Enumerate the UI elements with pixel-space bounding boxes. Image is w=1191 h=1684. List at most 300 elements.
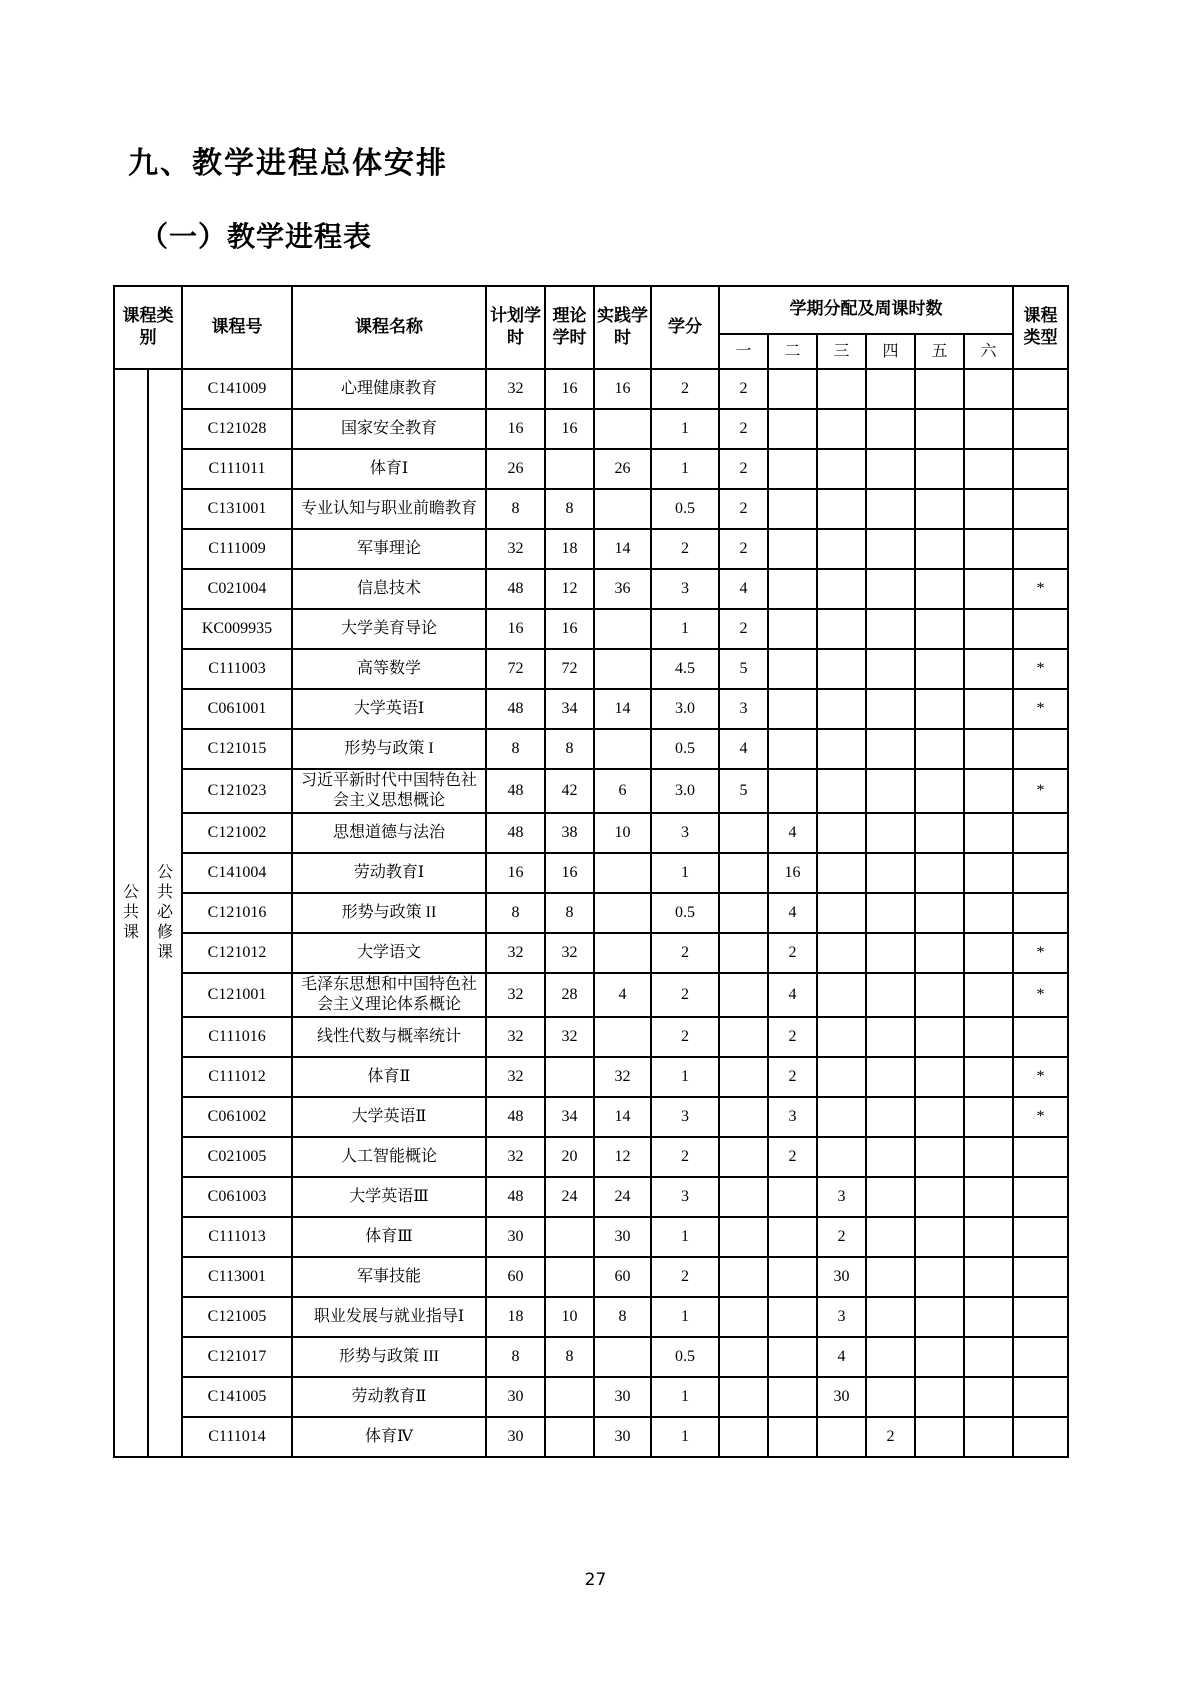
sem-2-cell: [768, 1377, 817, 1417]
sem-6-cell: [964, 449, 1013, 489]
sem-1-cell: [719, 973, 768, 1017]
sem-5-cell: [915, 689, 964, 729]
course-type-cell: [1013, 1017, 1068, 1057]
planned-hours-cell: 32: [486, 1137, 545, 1177]
practice-hours-cell: 14: [594, 1097, 651, 1137]
course-type-cell: *: [1013, 1057, 1068, 1097]
sem-4-cell: [866, 569, 915, 609]
sem-3-cell: 30: [817, 1377, 866, 1417]
sem-6-cell: [964, 1177, 1013, 1217]
sem-5-cell: [915, 1377, 964, 1417]
sem-1-cell: [719, 1297, 768, 1337]
sem-5-cell: [915, 729, 964, 769]
practice-hours-cell: [594, 893, 651, 933]
theory-hours-cell: 24: [545, 1177, 594, 1217]
sem-2-cell: 4: [768, 973, 817, 1017]
sem-2-cell: [768, 609, 817, 649]
planned-hours-cell: 60: [486, 1257, 545, 1297]
theory-hours-cell: 16: [545, 369, 594, 409]
course-no-cell: C121015: [182, 729, 292, 769]
theory-hours-cell: [545, 1377, 594, 1417]
sem-4-cell: [866, 1377, 915, 1417]
theory-hours-cell: [545, 1257, 594, 1297]
sem-3-cell: [817, 409, 866, 449]
sem-5-cell: [915, 973, 964, 1017]
practice-hours-cell: 16: [594, 369, 651, 409]
course-name-cell: 大学英语Ⅱ: [292, 1097, 486, 1137]
sem-1-cell: [719, 1057, 768, 1097]
course-type-cell: [1013, 609, 1068, 649]
course-name-cell: 专业认知与职业前瞻教育: [292, 489, 486, 529]
sem-2-cell: 2: [768, 1017, 817, 1057]
planned-hours-cell: 8: [486, 729, 545, 769]
credits-cell: 0.5: [651, 1337, 719, 1377]
table-row: [114, 1177, 1068, 1217]
sem-5-cell: [915, 1217, 964, 1257]
theory-hours-cell: 8: [545, 729, 594, 769]
course-no-cell: C121016: [182, 893, 292, 933]
sem-1-cell: 5: [719, 769, 768, 813]
category-outer-cell: 公共课: [114, 369, 148, 1457]
header-semester-5: 五: [915, 334, 964, 369]
sem-1-cell: [719, 1217, 768, 1257]
sem-6-cell: [964, 893, 1013, 933]
sem-1-cell: 2: [719, 529, 768, 569]
course-type-cell: [1013, 1337, 1068, 1377]
planned-hours-cell: 48: [486, 569, 545, 609]
theory-hours-cell: 8: [545, 1337, 594, 1377]
planned-hours-cell: 32: [486, 973, 545, 1017]
table-row: [114, 1417, 1068, 1457]
sem-4-cell: [866, 1017, 915, 1057]
sem-2-cell: 2: [768, 1057, 817, 1097]
sem-1-cell: [719, 1257, 768, 1297]
course-name-cell: 劳动教育Ⅰ: [292, 853, 486, 893]
sem-4-cell: [866, 1057, 915, 1097]
table-row: [114, 813, 1068, 853]
practice-hours-cell: [594, 609, 651, 649]
course-no-cell: C121012: [182, 933, 292, 973]
course-name-cell: 大学美育导论: [292, 609, 486, 649]
sem-4-cell: [866, 893, 915, 933]
sem-1-cell: 3: [719, 689, 768, 729]
sem-1-cell: [719, 813, 768, 853]
theory-hours-cell: 16: [545, 853, 594, 893]
sem-5-cell: [915, 609, 964, 649]
table-row: [114, 853, 1068, 893]
sem-2-cell: [768, 649, 817, 689]
course-type-cell: [1013, 489, 1068, 529]
sem-6-cell: [964, 1417, 1013, 1457]
course-type-cell: [1013, 893, 1068, 933]
sem-3-cell: [817, 529, 866, 569]
planned-hours-cell: 32: [486, 1017, 545, 1057]
sem-1-cell: 2: [719, 409, 768, 449]
course-type-cell: [1013, 409, 1068, 449]
credits-cell: 2: [651, 1017, 719, 1057]
header-credits: 学分: [651, 286, 719, 369]
course-no-cell: C121002: [182, 813, 292, 853]
table-row: [114, 973, 1068, 1017]
sem-2-cell: [768, 569, 817, 609]
practice-hours-cell: 32: [594, 1057, 651, 1097]
sem-3-cell: [817, 1057, 866, 1097]
sem-5-cell: [915, 893, 964, 933]
sem-4-cell: [866, 1177, 915, 1217]
sem-3-cell: [817, 689, 866, 729]
table-row: [114, 689, 1068, 729]
page-title: 九、教学进程总体安排: [128, 146, 448, 181]
practice-hours-cell: 4: [594, 973, 651, 1017]
practice-hours-cell: 26: [594, 449, 651, 489]
sem-1-cell: [719, 1137, 768, 1177]
credits-cell: 3: [651, 1097, 719, 1137]
credits-cell: 1: [651, 609, 719, 649]
sem-6-cell: [964, 1097, 1013, 1137]
sem-1-cell: [719, 1337, 768, 1377]
credits-cell: 2: [651, 1257, 719, 1297]
theory-hours-cell: [545, 1417, 594, 1457]
table-row: [114, 1057, 1068, 1097]
practice-hours-cell: [594, 489, 651, 529]
course-type-cell: *: [1013, 973, 1068, 1017]
sem-2-cell: 4: [768, 813, 817, 853]
sem-6-cell: [964, 973, 1013, 1017]
table-row: [114, 369, 1068, 409]
sem-2-cell: [768, 1337, 817, 1377]
table-row: [114, 649, 1068, 689]
course-name-cell: 体育Ⅲ: [292, 1217, 486, 1257]
planned-hours-cell: 8: [486, 489, 545, 529]
course-no-cell: C121017: [182, 1337, 292, 1377]
planned-hours-cell: 32: [486, 933, 545, 973]
sem-3-cell: [817, 973, 866, 1017]
sem-2-cell: 2: [768, 1137, 817, 1177]
planned-hours-cell: 30: [486, 1377, 545, 1417]
sem-2-cell: [768, 529, 817, 569]
sem-6-cell: [964, 489, 1013, 529]
header-practice-hours: 实践学时: [594, 286, 651, 369]
credits-cell: 4.5: [651, 649, 719, 689]
header-semester-3: 三: [817, 334, 866, 369]
header-semester-6: 六: [964, 334, 1013, 369]
course-name-cell: 军事技能: [292, 1257, 486, 1297]
practice-hours-cell: 10: [594, 813, 651, 853]
sem-4-cell: [866, 529, 915, 569]
header-semester-group: 学期分配及周课时数: [719, 286, 1013, 334]
course-no-cell: C021005: [182, 1137, 292, 1177]
sem-3-cell: [817, 1417, 866, 1457]
sem-1-cell: 5: [719, 649, 768, 689]
theory-hours-cell: 28: [545, 973, 594, 1017]
course-name-cell: 思想道德与法治: [292, 813, 486, 853]
course-no-cell: C141005: [182, 1377, 292, 1417]
sem-2-cell: 16: [768, 853, 817, 893]
sem-1-cell: [719, 1017, 768, 1057]
course-no-cell: C141004: [182, 853, 292, 893]
sem-2-cell: [768, 449, 817, 489]
sem-3-cell: [817, 853, 866, 893]
sem-3-cell: [817, 1137, 866, 1177]
practice-hours-cell: 24: [594, 1177, 651, 1217]
practice-hours-cell: [594, 1337, 651, 1377]
sem-6-cell: [964, 1257, 1013, 1297]
course-name-cell: 大学英语Ⅰ: [292, 689, 486, 729]
course-name-cell: 心理健康教育: [292, 369, 486, 409]
sem-3-cell: 3: [817, 1297, 866, 1337]
theory-hours-cell: 72: [545, 649, 594, 689]
sem-2-cell: [768, 1217, 817, 1257]
page-number: 27: [584, 1570, 607, 1590]
sem-4-cell: [866, 1217, 915, 1257]
sem-4-cell: [866, 853, 915, 893]
sem-5-cell: [915, 1137, 964, 1177]
sem-2-cell: [768, 769, 817, 813]
planned-hours-cell: 48: [486, 769, 545, 813]
sem-4-cell: [866, 1137, 915, 1177]
credits-cell: 1: [651, 449, 719, 489]
sem-5-cell: [915, 1257, 964, 1297]
sem-1-cell: 2: [719, 489, 768, 529]
sem-2-cell: [768, 729, 817, 769]
theory-hours-cell: 10: [545, 1297, 594, 1337]
credits-cell: 3: [651, 1177, 719, 1217]
course-no-cell: C111013: [182, 1217, 292, 1257]
course-type-cell: [1013, 1377, 1068, 1417]
sem-1-cell: [719, 893, 768, 933]
course-name-cell: 大学英语Ⅲ: [292, 1177, 486, 1217]
planned-hours-cell: 72: [486, 649, 545, 689]
credits-cell: 1: [651, 1417, 719, 1457]
header-course-type: 课程类型: [1013, 286, 1068, 369]
practice-hours-cell: 6: [594, 769, 651, 813]
table-row: [114, 1337, 1068, 1377]
sem-6-cell: [964, 1337, 1013, 1377]
credits-cell: 0.5: [651, 489, 719, 529]
sem-1-cell: [719, 933, 768, 973]
sem-1-cell: [719, 1417, 768, 1457]
sem-4-cell: [866, 1257, 915, 1297]
table-row: [114, 569, 1068, 609]
table-row: [114, 409, 1068, 449]
sem-6-cell: [964, 933, 1013, 973]
course-no-cell: C061003: [182, 1177, 292, 1217]
planned-hours-cell: 16: [486, 609, 545, 649]
table-row: [114, 1297, 1068, 1337]
header-category: 课程类别: [114, 286, 182, 369]
credits-cell: 3: [651, 813, 719, 853]
theory-hours-cell: 42: [545, 769, 594, 813]
sem-3-cell: 3: [817, 1177, 866, 1217]
sem-2-cell: 3: [768, 1097, 817, 1137]
sem-4-cell: [866, 1297, 915, 1337]
theory-hours-cell: [545, 449, 594, 489]
credits-cell: 1: [651, 1057, 719, 1097]
course-type-cell: [1013, 1297, 1068, 1337]
course-type-cell: *: [1013, 649, 1068, 689]
sem-3-cell: [817, 769, 866, 813]
sem-6-cell: [964, 649, 1013, 689]
theory-hours-cell: [545, 1057, 594, 1097]
sem-3-cell: 2: [817, 1217, 866, 1257]
theory-hours-cell: 34: [545, 1097, 594, 1137]
course-no-cell: C113001: [182, 1257, 292, 1297]
practice-hours-cell: 8: [594, 1297, 651, 1337]
course-name-cell: 形势与政策 II: [292, 893, 486, 933]
course-type-cell: [1013, 529, 1068, 569]
practice-hours-cell: [594, 409, 651, 449]
theory-hours-cell: 16: [545, 409, 594, 449]
sem-4-cell: [866, 1337, 915, 1377]
sem-3-cell: [817, 729, 866, 769]
sem-3-cell: [817, 893, 866, 933]
course-type-cell: [1013, 369, 1068, 409]
course-name-cell: 高等数学: [292, 649, 486, 689]
sem-5-cell: [915, 649, 964, 689]
course-no-cell: KC009935: [182, 609, 292, 649]
header-semester-2: 二: [768, 334, 817, 369]
section-title: （一）教学进程表: [140, 220, 373, 253]
table-row: [114, 769, 1068, 813]
sem-4-cell: [866, 649, 915, 689]
course-type-cell: [1013, 1417, 1068, 1457]
sem-4-cell: [866, 933, 915, 973]
course-type-cell: [1013, 1257, 1068, 1297]
course-type-cell: *: [1013, 769, 1068, 813]
sem-6-cell: [964, 1377, 1013, 1417]
course-name-cell: 形势与政策 I: [292, 729, 486, 769]
sem-6-cell: [964, 853, 1013, 893]
sem-2-cell: [768, 1417, 817, 1457]
sem-6-cell: [964, 689, 1013, 729]
header-semester-4: 四: [866, 334, 915, 369]
table-row: [114, 1257, 1068, 1297]
practice-hours-cell: [594, 729, 651, 769]
sem-6-cell: [964, 609, 1013, 649]
course-name-cell: 国家安全教育: [292, 409, 486, 449]
sem-3-cell: [817, 649, 866, 689]
course-name-cell: 形势与政策 III: [292, 1337, 486, 1377]
sem-3-cell: [817, 1097, 866, 1137]
planned-hours-cell: 32: [486, 1057, 545, 1097]
course-no-cell: C061001: [182, 689, 292, 729]
sem-3-cell: [817, 489, 866, 529]
table-row: [114, 893, 1068, 933]
theory-hours-cell: 12: [545, 569, 594, 609]
sem-4-cell: [866, 449, 915, 489]
table-row: [114, 449, 1068, 489]
sem-4-cell: [866, 489, 915, 529]
course-name-cell: 体育Ⅱ: [292, 1057, 486, 1097]
credits-cell: 1: [651, 1217, 719, 1257]
course-name-cell: 体育Ⅰ: [292, 449, 486, 489]
planned-hours-cell: 30: [486, 1217, 545, 1257]
sem-4-cell: [866, 729, 915, 769]
sem-5-cell: [915, 529, 964, 569]
sem-4-cell: [866, 1097, 915, 1137]
sem-5-cell: [915, 853, 964, 893]
sem-4-cell: [866, 813, 915, 853]
credits-cell: 2: [651, 369, 719, 409]
sem-1-cell: 2: [719, 609, 768, 649]
course-no-cell: C061002: [182, 1097, 292, 1137]
sem-6-cell: [964, 1137, 1013, 1177]
credits-cell: 3.0: [651, 769, 719, 813]
sem-5-cell: [915, 1337, 964, 1377]
theory-hours-cell: 32: [545, 933, 594, 973]
sem-6-cell: [964, 769, 1013, 813]
course-name-cell: 毛泽东思想和中国特色社会主义理论体系概论: [292, 973, 486, 1017]
theory-hours-cell: 20: [545, 1137, 594, 1177]
table-row: [114, 1377, 1068, 1417]
sem-3-cell: [817, 569, 866, 609]
course-name-cell: 劳动教育Ⅱ: [292, 1377, 486, 1417]
sem-5-cell: [915, 1177, 964, 1217]
credits-cell: 2: [651, 933, 719, 973]
sem-5-cell: [915, 489, 964, 529]
sem-2-cell: [768, 409, 817, 449]
table-row: [114, 933, 1068, 973]
sem-5-cell: [915, 1057, 964, 1097]
credits-cell: 2: [651, 529, 719, 569]
theory-hours-cell: 8: [545, 489, 594, 529]
credits-cell: 0.5: [651, 893, 719, 933]
table-row: [114, 609, 1068, 649]
sem-6-cell: [964, 369, 1013, 409]
teaching-schedule-table: [113, 285, 1069, 1458]
planned-hours-cell: 16: [486, 409, 545, 449]
course-name-cell: 体育Ⅳ: [292, 1417, 486, 1457]
credits-cell: 1: [651, 1297, 719, 1337]
header-course-name: 课程名称: [292, 286, 486, 369]
planned-hours-cell: 48: [486, 813, 545, 853]
sem-1-cell: [719, 1377, 768, 1417]
course-type-cell: [1013, 729, 1068, 769]
sem-2-cell: [768, 689, 817, 729]
practice-hours-cell: [594, 853, 651, 893]
planned-hours-cell: 8: [486, 1337, 545, 1377]
credits-cell: 0.5: [651, 729, 719, 769]
course-type-cell: *: [1013, 689, 1068, 729]
sem-5-cell: [915, 1417, 964, 1457]
course-name-cell: 人工智能概论: [292, 1137, 486, 1177]
sem-3-cell: 4: [817, 1337, 866, 1377]
course-name-cell: 职业发展与就业指导Ⅰ: [292, 1297, 486, 1337]
course-type-cell: *: [1013, 1097, 1068, 1137]
planned-hours-cell: 16: [486, 853, 545, 893]
sem-2-cell: 4: [768, 893, 817, 933]
practice-hours-cell: [594, 649, 651, 689]
course-type-cell: [1013, 853, 1068, 893]
sem-4-cell: [866, 409, 915, 449]
practice-hours-cell: 14: [594, 689, 651, 729]
theory-hours-cell: 32: [545, 1017, 594, 1057]
sem-4-cell: [866, 689, 915, 729]
theory-hours-cell: 8: [545, 893, 594, 933]
sem-2-cell: [768, 1257, 817, 1297]
sem-6-cell: [964, 813, 1013, 853]
sem-3-cell: [817, 449, 866, 489]
sem-4-cell: [866, 369, 915, 409]
course-name-cell: 信息技术: [292, 569, 486, 609]
theory-hours-cell: 34: [545, 689, 594, 729]
sem-6-cell: [964, 569, 1013, 609]
sem-5-cell: [915, 569, 964, 609]
credits-cell: 1: [651, 409, 719, 449]
planned-hours-cell: 48: [486, 689, 545, 729]
practice-hours-cell: 36: [594, 569, 651, 609]
course-no-cell: C111003: [182, 649, 292, 689]
